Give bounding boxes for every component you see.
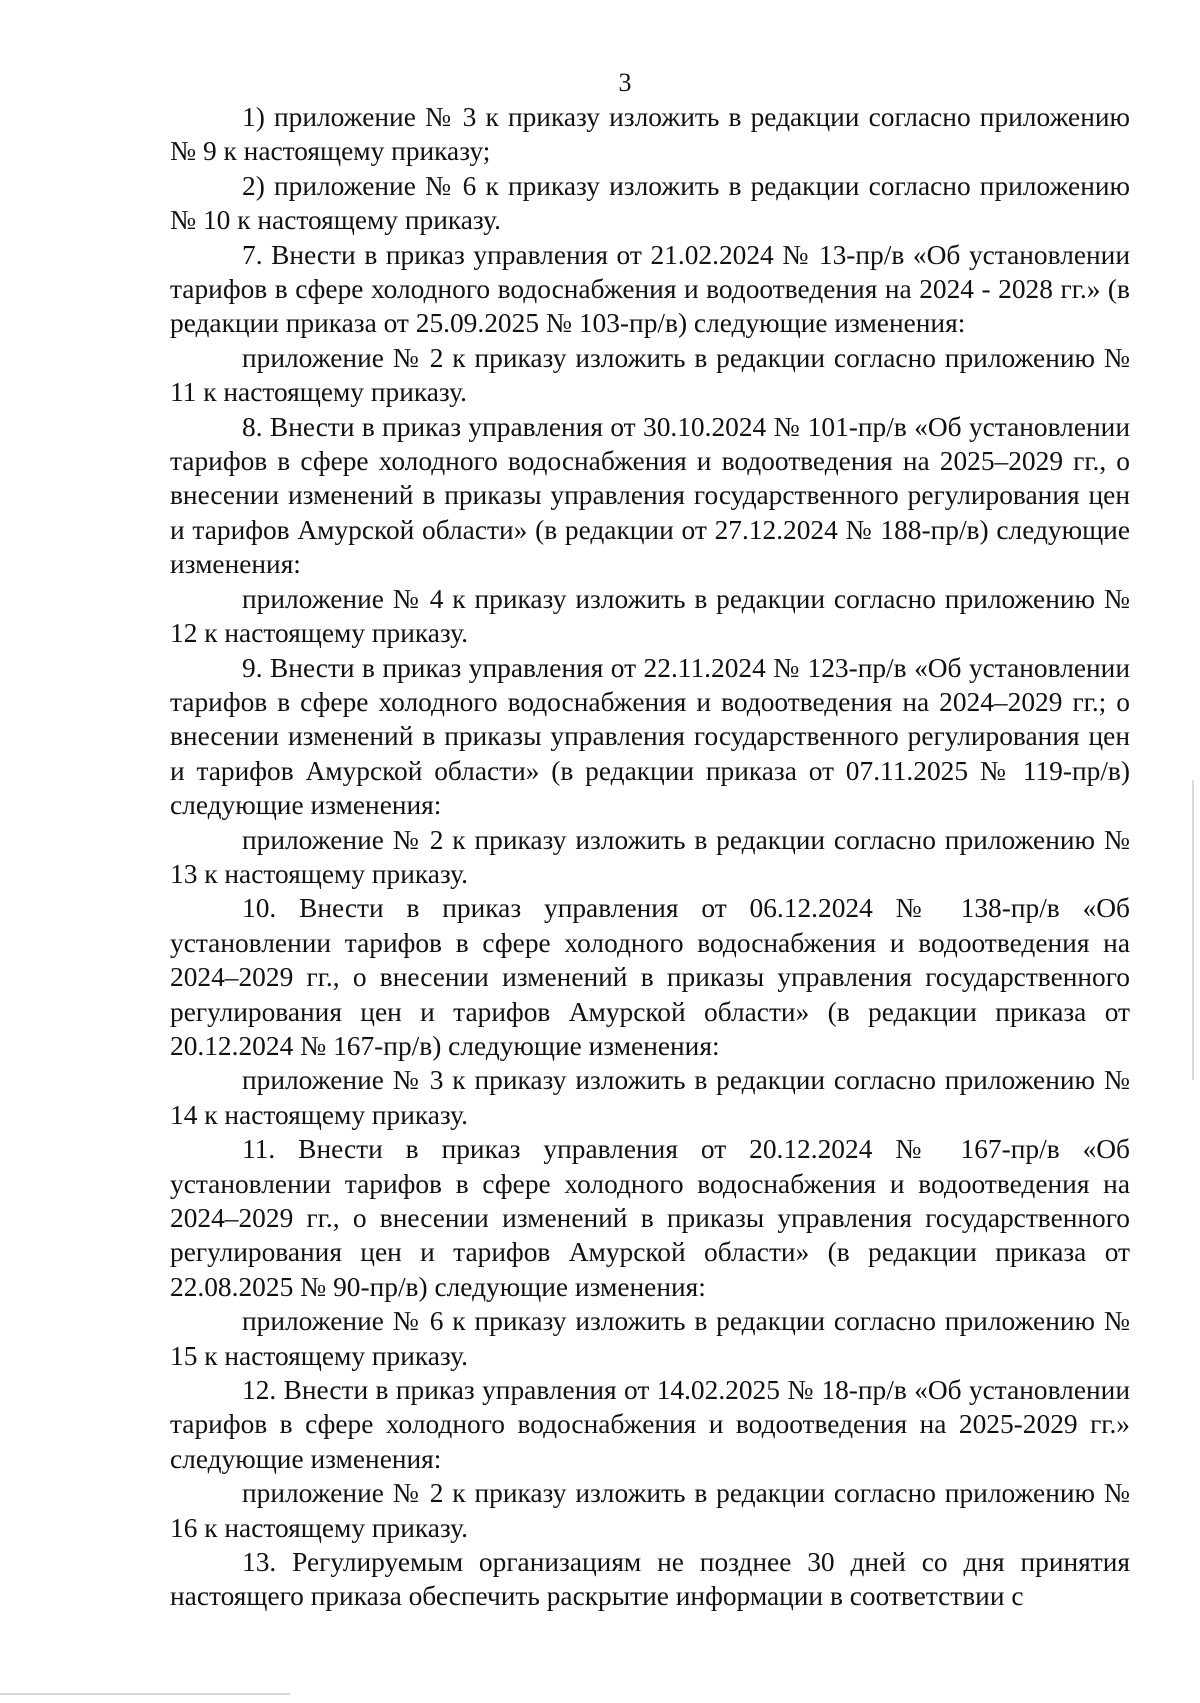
paragraph-6: приложение № 4 к приказу изложить в редакции согласно приложению № 12 к настоящему приказу. [170,583,1130,649]
paragraph-12: приложение № 6 к приказу изложить в редакции согласно приложению № 15 к настоящему приказу. [170,1306,1130,1371]
paragraph-8: приложение № 2 к приказу изложить в редакции согласно приложению № 13 к настоящему приказу. [170,824,1130,889]
paragraph-14: приложение № 2 к приказу изложить в редакции согласно приложению № 16 к настоящему приказу. [170,1478,1130,1543]
paragraph-1: 1) приложение № 3 к приказу изложить в редакции согласно приложению № 9 к настоящему приказу; [170,102,1130,167]
paragraph-4: приложение № 2 к приказу изложить в редакции согласно приложению № 11 к настоящему приказу. [170,342,1130,408]
paragraph-7: 9. Внести в приказ управления от 22.11.2024 № 123-пр/в «Об установлении тарифов в сфере холодного водоснабжения и водоотведения на 2024–2029 гг.; о внесении изменений в приказы управления государственного регулирования цен и тарифов Амурской области» (в редакции приказа от 07.11.2025 № 119-пр/в) следующие изменения: [170,652,1130,821]
paragraph-15: 13. Регулируемым организациям не позднее 30 дней со дня принятия настоящего приказа обеспечить раскрытие информации в соответствии с [170,1547,1130,1612]
document-body [170,100,1130,1614]
paragraph-5: 8. Внести в приказ управления от 30.10.2024 № 101-пр/в «Об установлении тарифов в сфере холодного водоснабжения и водоотведения на 2025–2029 гг., о внесении изменений в приказы управления государственного регулирования цен и тарифов Амурской области» (в редакции от 27.12.2024 № 188-пр/в) следующие изменения: [170,411,1130,580]
paragraph-9: 10. Внести в приказ управления от 06.12.2024 № 138-пр/в «Об установлении тарифов в сфере холодного водоснабжения и водоотведения на 2024–2029 гг., о внесении изменений в приказы управления государственного регулирования цен и тарифов Амурской области» (в редакции приказа от 20.12.2024 № 167-пр/в) следующие изменения: [170,893,1130,1061]
paragraph-3: 7. Внести в приказ управления от 21.02.2024 № 13-пр/в «Об установлении тарифов в сфере холодного водоснабжения и водоотведения на 2024 - 2028 гг.» (в редакции приказа от 25.09.2025 № 103-пр/в) следующие изменения: [170,239,1130,339]
scan-bottom-line [0,1693,290,1695]
scan-edge-mark [1192,780,1194,1080]
paragraph-13: 12. Внести в приказ управления от 14.02.2025 № 18-пр/в «Об установлении тарифов в сфере холодного водоснабжения и водоотведения на 2025-2029 гг.» следующие изменения: [170,1375,1130,1474]
paragraph-10: приложение № 3 к приказу изложить в редакции согласно приложению № 14 к настоящему приказу. [170,1065,1130,1130]
paragraph-11: 11. Внести в приказ управления от 20.12.2024 № 167-пр/в «Об установлении тарифов в сфере холодного водоснабжения и водоотведения на 2024–2029 гг., о внесении изменений в приказы управления государственного регулирования цен и тарифов Амурской области» (в редакции приказа от 22.08.2025 № 90-пр/в) следующие изменения: [170,1134,1130,1302]
page-number: 3 [618,68,632,97]
paragraph-2: 2) приложение № 6 к приказу изложить в редакции согласно приложению № 10 к настоящему приказу. [170,170,1130,236]
